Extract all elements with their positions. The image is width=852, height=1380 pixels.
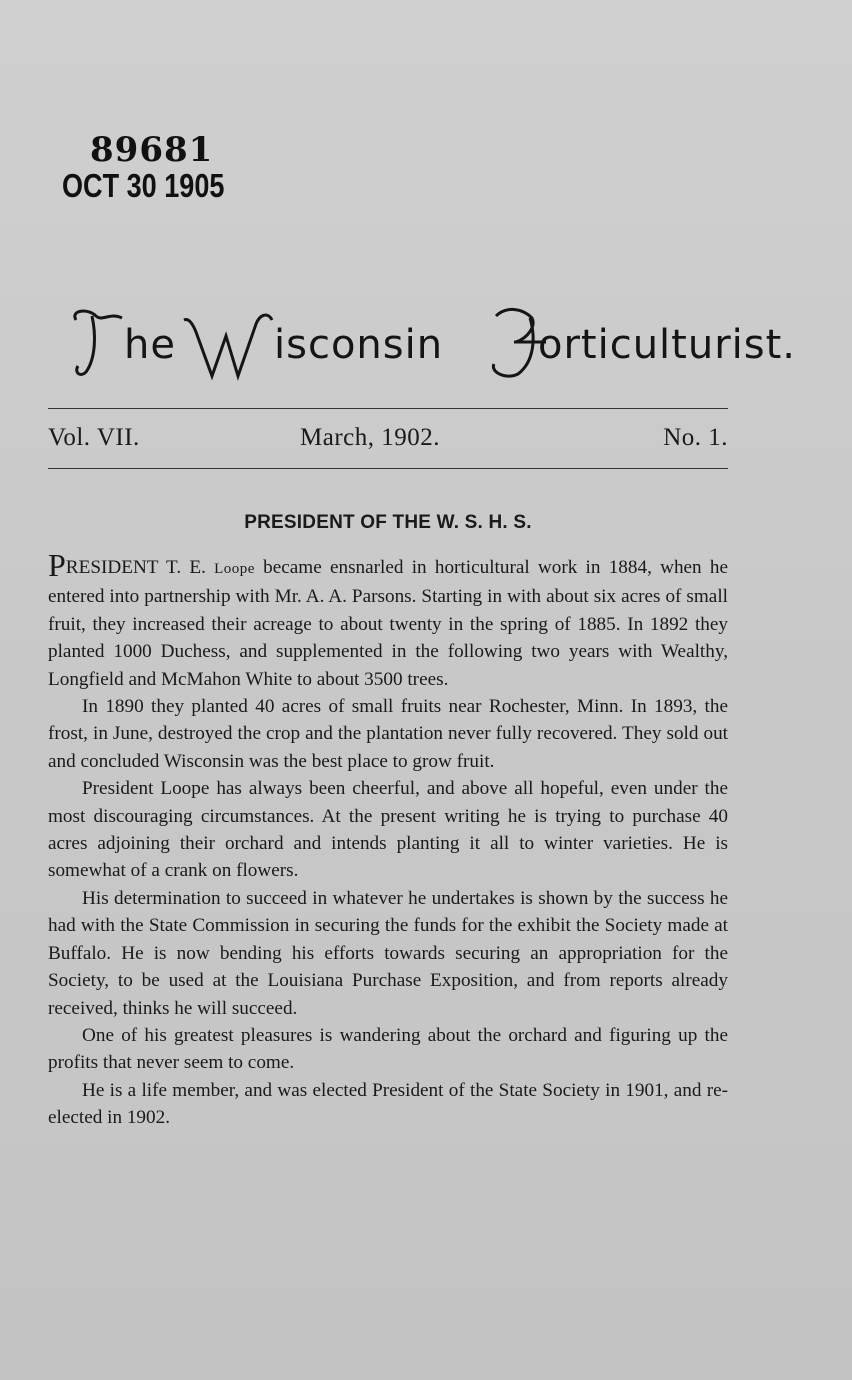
accession-number: 89681: [90, 130, 214, 170]
paragraph-1-lead: RESIDENT T. E.: [65, 557, 215, 578]
masthead-rule-bottom: [48, 468, 728, 469]
paragraph-5: One of his greatest pleasures is wandering about the orchard and figuring up the profits that never seem to come.: [48, 1024, 728, 1074]
volume-number: Vol. VII.: [48, 424, 140, 451]
article-title: PRESIDENT OF THE W. S. H. S.: [244, 512, 532, 533]
issue-number: No. 1.: [663, 424, 728, 451]
journal-masthead: [66, 298, 797, 382]
paragraph-4: His determination to succeed in whatever he undertakes is shown by the success he had with the State Commission in securing the funds for the exhibit the Society made at Buffalo. He is now bending his efforts towards securing an appropriation for the Society, to be used at the Louisiana Purchase Exposition, and from reports already received, thinks he will succeed.: [48, 887, 728, 1019]
paragraph-6: He is a life member, and was elected President of the State Society in 1901, and re-elected in 1902.: [48, 1079, 728, 1129]
president-name: Loope: [214, 561, 255, 577]
svg-text:he: he: [124, 322, 176, 368]
svg-text:isconsin: isconsin: [274, 322, 444, 368]
accession-stamp: [62, 132, 262, 204]
paragraph-2: In 1890 they planted 40 acres of small fruits near Rochester, Minn. In 1893, the frost, in June, destroyed the crop and the plantation never fully recovered. They sold out and concluded Wisconsin was the best place to grow fruit.: [48, 696, 728, 772]
paragraph-1-text: became ensnarled in horticultural work in 1884, when he entered into partnership with Mr. A. A. Parsons. Starting in with about six acres of small fruit, they increased their acreage to about twenty in the spring of 1885. In 1892 they planted 1000 Duchess, and supplemented in the following two years with Wealthy, Longfield and McMahon White to about 3500 trees.: [48, 557, 728, 690]
accession-date: OCT 30 1905: [62, 167, 225, 204]
issue-line: [48, 418, 728, 458]
paragraph-3: President Loope has always been cheerful, and above all hopeful, even under the most discouraging circumstances. At the present writing he is trying to purchase 40 acres adjoining their orchard and intends planting it all to winter varieties. He is somewhat of a crank on flowers.: [48, 778, 728, 882]
paragraph-1: [48, 547, 728, 693]
svg-text:orticulturist.: orticulturist.: [538, 322, 797, 368]
masthead-rule-top: [48, 408, 728, 409]
issue-date: March, 1902.: [300, 424, 440, 451]
drop-cap: P: [48, 547, 66, 583]
article-body: [48, 547, 728, 1132]
masthead-lettering: [66, 298, 797, 382]
